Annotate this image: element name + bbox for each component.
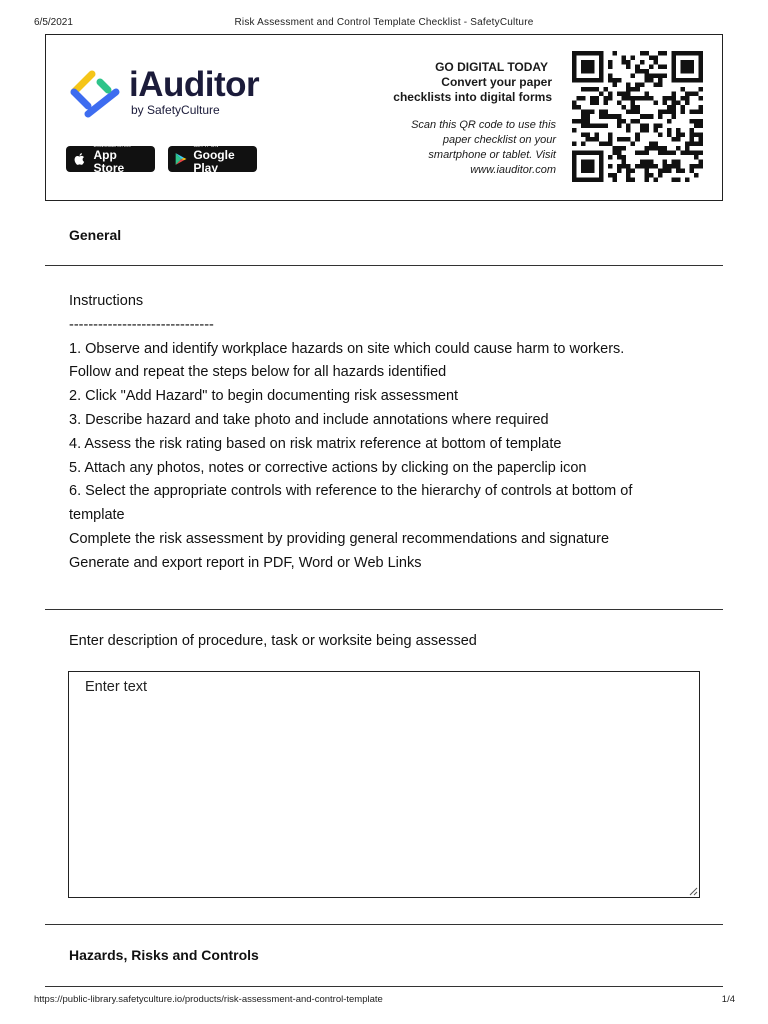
instruction-line: Generate and export report in PDF, Word or Web Links bbox=[69, 554, 422, 571]
google-play-icon bbox=[174, 151, 187, 167]
divider bbox=[45, 924, 723, 925]
google-play-big-text: Google Play bbox=[193, 148, 235, 175]
instruction-line: 4. Assess the risk rating based on risk matrix reference at bottom of template bbox=[69, 435, 562, 452]
section-title-general: General bbox=[69, 227, 122, 243]
brand-subtitle: by SafetyCulture bbox=[131, 103, 220, 117]
print-date: 6/5/2021 bbox=[34, 17, 73, 28]
description-placeholder: Enter text bbox=[85, 679, 148, 695]
promo-line-3: checklists into digital forms bbox=[393, 90, 552, 104]
promo-body-line-1: Scan this QR code to use this bbox=[411, 119, 556, 131]
app-store-big-text: App Store bbox=[93, 148, 125, 175]
apple-icon bbox=[72, 151, 87, 167]
google-play-small-text: GET IT ON bbox=[193, 143, 219, 149]
instructions-block bbox=[69, 290, 709, 576]
divider bbox=[45, 265, 723, 266]
section-title-hazards: Hazards, Risks and Controls bbox=[69, 947, 259, 963]
instruction-line: 3. Describe hazard and take photo and include annotations where required bbox=[69, 411, 549, 428]
divider bbox=[45, 609, 723, 610]
iauditor-banner bbox=[45, 34, 723, 201]
print-url: https://public-library.safetyculture.io/products/risk-assessment-and-control-template bbox=[34, 994, 383, 1005]
iauditor-logo-icon bbox=[66, 68, 126, 120]
promo-line-1: GO DIGITAL TODAY bbox=[435, 60, 548, 74]
qr-code-icon[interactable] bbox=[570, 51, 705, 182]
instruction-line: 5. Attach any photos, notes or corrective actions by clicking on the paperclip icon bbox=[69, 459, 587, 476]
instruction-line: 1. Observe and identify workplace hazards on site which could cause harm to workers. bbox=[69, 340, 625, 357]
promo-line-2: Convert your paper bbox=[441, 75, 552, 89]
promo-heading bbox=[393, 60, 552, 105]
page-number: 1/4 bbox=[721, 994, 735, 1005]
google-play-badge[interactable] bbox=[168, 143, 257, 175]
description-text-field[interactable] bbox=[68, 671, 700, 898]
instruction-line: ------------------------------ bbox=[69, 316, 214, 333]
print-title: Risk Assessment and Control Template Checklist - SafetyCulture bbox=[234, 17, 534, 28]
app-store-badge[interactable] bbox=[66, 143, 155, 175]
print-header bbox=[0, 17, 768, 31]
promo-body-line-3: smartphone or tablet. Visit bbox=[428, 149, 556, 161]
promo-body bbox=[396, 118, 556, 178]
promo-body-line-4: www.iauditor.com bbox=[470, 164, 556, 176]
instruction-line: template bbox=[69, 507, 125, 524]
instruction-line: Instructions bbox=[69, 293, 144, 309]
resize-grip-icon[interactable] bbox=[689, 887, 698, 896]
instruction-line: 6. Select the appropriate controls with reference to the hierarchy of controls at bottom of bbox=[69, 483, 633, 500]
brand-name: iAuditor bbox=[129, 65, 260, 104]
promo-body-line-2: paper checklist on your bbox=[442, 134, 556, 146]
description-question-label: Enter description of procedure, task or worksite being assessed bbox=[69, 633, 477, 649]
instruction-line: Complete the risk assessment by providing general recommendations and signature bbox=[69, 530, 610, 547]
app-store-small-text: Download on the bbox=[93, 143, 132, 149]
instruction-line: Follow and repeat the steps below for all hazards identified bbox=[69, 364, 447, 381]
instruction-line: 2. Click "Add Hazard" to begin documenting risk assessment bbox=[69, 388, 459, 405]
divider bbox=[45, 986, 723, 987]
